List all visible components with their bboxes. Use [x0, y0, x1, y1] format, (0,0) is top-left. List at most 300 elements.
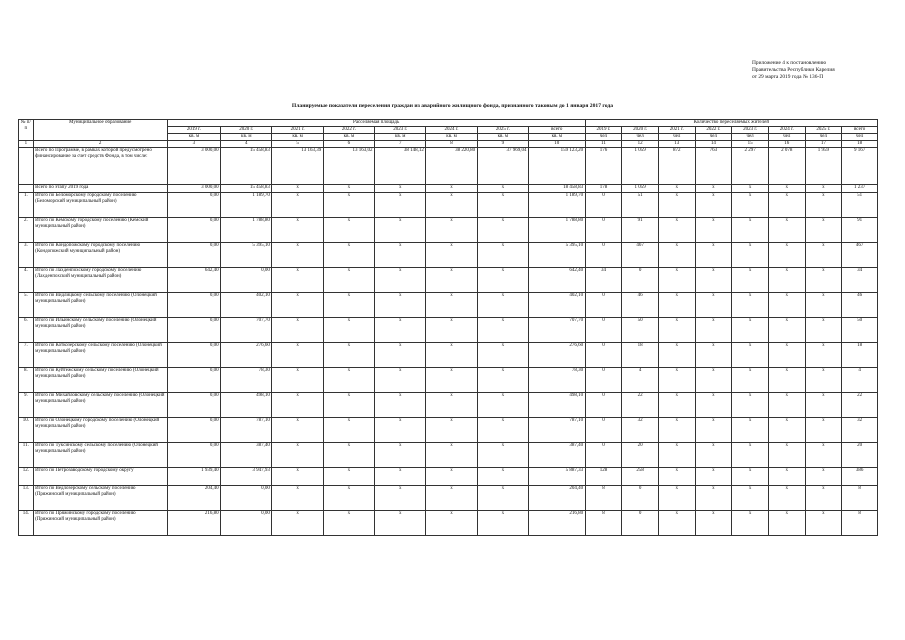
area-value: x [272, 293, 323, 318]
column-number: 11 [585, 141, 622, 148]
people-value: x [658, 418, 695, 443]
area-year-header: 2021 г. [272, 127, 323, 134]
area-value: 642,40 [528, 268, 585, 293]
people-value: 20 [622, 443, 659, 468]
area-unit-header: кв. м [167, 134, 220, 141]
row-number: 10. [19, 418, 34, 443]
area-value: x [375, 511, 426, 536]
document-title: Планируемые показатели переселения граждан из аварийного жилищного фонда, признанного таковым до 1 января 2017 года [291, 103, 614, 109]
column-number: 9 [477, 141, 528, 148]
people-value: 467 [622, 243, 659, 268]
people-value: 51 [622, 193, 659, 218]
area-value: 787,10 [528, 418, 585, 443]
area-value: 5 395,10 [221, 243, 272, 268]
area-value: 18 458,83 [528, 185, 585, 193]
people-value: x [805, 293, 842, 318]
header-area-group: Расселяемая площадь [167, 120, 585, 127]
area-value: x [323, 243, 374, 268]
area-value: x [426, 418, 477, 443]
table-row [19, 418, 878, 443]
area-value: x [477, 511, 528, 536]
area-value: 0,00 [167, 218, 220, 243]
area-year-header: 2022 г. [323, 127, 374, 134]
people-value: 4 [622, 368, 659, 393]
people-value: 32 [842, 418, 878, 443]
area-value: 787,10 [221, 418, 272, 443]
area-year-header: 2020 г. [221, 127, 272, 134]
people-value: 386 [842, 468, 878, 486]
area-year-header: 2023 г. [375, 127, 426, 134]
area-value: x [272, 368, 323, 393]
people-value: x [768, 468, 805, 486]
area-value: x [323, 443, 374, 468]
area-value: x [375, 318, 426, 343]
people-value: x [658, 243, 695, 268]
column-number: 1 [19, 141, 34, 148]
area-value: x [323, 293, 374, 318]
people-value: 2 078 [768, 148, 805, 185]
row-number: 6. [19, 318, 34, 343]
area-value: x [323, 511, 374, 536]
column-number: 3 [167, 141, 220, 148]
people-value: x [658, 193, 695, 218]
area-value: 0,00 [167, 368, 220, 393]
people-value: x [658, 185, 695, 193]
area-value: x [272, 418, 323, 443]
people-value: 0 [622, 268, 659, 293]
people-value: x [732, 318, 769, 343]
people-value: 0 [585, 243, 622, 268]
area-value: x [323, 343, 374, 368]
area-value: 1 788,80 [528, 218, 585, 243]
people-value: 0 [585, 218, 622, 243]
table-row [19, 193, 878, 218]
row-number: 4. [19, 268, 34, 293]
area-value: 276,60 [528, 343, 585, 368]
area-value: x [272, 443, 323, 468]
row-number: 11. [19, 443, 34, 468]
area-value: 204,40 [167, 486, 220, 511]
people-value: x [695, 185, 732, 193]
people-value: 0 [585, 193, 622, 218]
people-value: 18 [842, 343, 878, 368]
row-number [19, 185, 34, 193]
area-value: x [477, 368, 528, 393]
area-value: x [426, 511, 477, 536]
area-unit-header: кв. м [426, 134, 477, 141]
area-unit-header: кв. м [323, 134, 374, 141]
area-value: 13 163,39 [272, 148, 323, 185]
area-value: x [323, 393, 374, 418]
area-value: x [426, 293, 477, 318]
people-value: x [768, 218, 805, 243]
row-municipality-name: Итого по Петрозаводскому городскому округу [33, 468, 167, 486]
people-value: x [768, 293, 805, 318]
people-value: x [805, 268, 842, 293]
table-row [19, 343, 878, 368]
area-value: 3 000,00 [167, 185, 220, 193]
people-value: x [732, 193, 769, 218]
column-number: 10 [528, 141, 585, 148]
area-value: 78,30 [528, 368, 585, 393]
row-number: 8. [19, 368, 34, 393]
people-value: 763 [695, 148, 732, 185]
area-value: 498,10 [528, 393, 585, 418]
area-value: x [477, 468, 528, 486]
people-value: x [695, 318, 732, 343]
people-year-header: всего [842, 127, 878, 134]
people-value: 467 [842, 243, 878, 268]
people-value: x [732, 243, 769, 268]
area-value: x [272, 343, 323, 368]
people-value: x [695, 243, 732, 268]
people-value: x [805, 193, 842, 218]
area-value: x [426, 218, 477, 243]
people-value: 34 [842, 268, 878, 293]
people-unit-header: чел [842, 134, 878, 141]
area-value: 216,80 [528, 511, 585, 536]
people-value: x [695, 218, 732, 243]
people-value: x [732, 218, 769, 243]
people-value: 8 [842, 511, 878, 536]
row-number: 14. [19, 511, 34, 536]
people-value: 0 [585, 318, 622, 343]
area-value: x [375, 218, 426, 243]
people-value: x [805, 368, 842, 393]
people-value: 8 [585, 486, 622, 511]
area-value: 402,10 [221, 293, 272, 318]
people-value: 20 [842, 443, 878, 468]
people-value: 22 [622, 393, 659, 418]
people-value: x [768, 511, 805, 536]
area-value: 5 887,33 [528, 468, 585, 486]
area-value: 0,00 [167, 318, 220, 343]
area-value: x [272, 486, 323, 511]
people-value: 0 [585, 343, 622, 368]
area-value: x [272, 468, 323, 486]
area-value: 0,00 [167, 443, 220, 468]
area-value: x [477, 343, 528, 368]
area-value: 1 939,40 [167, 468, 220, 486]
area-value: x [426, 443, 477, 468]
people-value: x [805, 318, 842, 343]
people-unit-header: чел [768, 134, 805, 141]
area-value: x [272, 218, 323, 243]
people-value: 32 [622, 418, 659, 443]
area-value: x [375, 418, 426, 443]
column-number: 18 [842, 141, 878, 148]
people-unit-header: чел [695, 134, 732, 141]
people-value: x [658, 393, 695, 418]
people-unit-header: чел [622, 134, 659, 141]
people-value: x [768, 343, 805, 368]
row-municipality-name: Итого по Куйтежскому сельскому поселению (Олонецкий муниципальный район) [33, 368, 167, 393]
row-number: 3. [19, 243, 34, 268]
people-value: x [805, 185, 842, 193]
people-value: x [732, 486, 769, 511]
area-value: 3 947,93 [221, 468, 272, 486]
area-value: 15 458,83 [221, 185, 272, 193]
people-value: x [695, 193, 732, 218]
area-value: x [477, 185, 528, 193]
people-value: 1 237 [842, 185, 878, 193]
area-value: 0,00 [167, 293, 220, 318]
people-value: x [768, 268, 805, 293]
row-municipality-name: Итого по Кемскому городскому поселению (Кемский муниципальный район) [33, 218, 167, 243]
table-row [19, 318, 878, 343]
area-value: x [426, 468, 477, 486]
area-value: x [323, 368, 374, 393]
people-value: x [805, 243, 842, 268]
area-value: 387,40 [528, 443, 585, 468]
area-value: 387,40 [221, 443, 272, 468]
area-value: 0,00 [167, 243, 220, 268]
table-row [19, 218, 878, 243]
people-value: 50 [622, 318, 659, 343]
area-value: 0,00 [167, 393, 220, 418]
area-value: 78,30 [221, 368, 272, 393]
people-value: x [768, 185, 805, 193]
header-num: № п/п [19, 120, 34, 141]
area-value: x [272, 243, 323, 268]
area-value: x [426, 268, 477, 293]
area-value: x [426, 343, 477, 368]
row-municipality-name: Итого по Тукcинскому сельскому поселению (Олонецкий муниципальный район) [33, 443, 167, 468]
column-number: 15 [732, 141, 769, 148]
column-number: 12 [622, 141, 659, 148]
area-value: x [477, 318, 528, 343]
people-value: x [695, 486, 732, 511]
area-value: x [272, 193, 323, 218]
area-value: x [477, 193, 528, 218]
people-year-header: 2024 г. [768, 127, 805, 134]
area-value: 38 220,80 [426, 148, 477, 185]
area-value: 0,00 [221, 268, 272, 293]
people-value: 50 [842, 318, 878, 343]
people-value: x [695, 268, 732, 293]
header-people-group: Количество переселяемых жителей [585, 120, 877, 127]
people-value: x [658, 293, 695, 318]
row-municipality-name: Итого по Олонецкому городскому поселению (Олонецкий муниципальный район) [33, 418, 167, 443]
people-value: x [658, 343, 695, 368]
people-value: x [768, 418, 805, 443]
area-value: x [477, 393, 528, 418]
area-year-header: 2025 г. [477, 127, 528, 134]
area-value: 13 163,02 [323, 148, 374, 185]
area-value: x [426, 318, 477, 343]
people-value: 8 [585, 511, 622, 536]
people-unit-header: чел [585, 134, 622, 141]
row-number: 1. [19, 193, 34, 218]
people-value: x [805, 343, 842, 368]
area-value: x [426, 368, 477, 393]
area-value: 642,40 [167, 268, 220, 293]
people-value: 51 [842, 193, 878, 218]
people-value: x [732, 418, 769, 443]
area-value: x [426, 486, 477, 511]
row-municipality-name: Итого по Пряжинскому городскому поселению (Пряжинский муниципальный район) [33, 511, 167, 536]
row-municipality-name: Итого по Михайловскому сельскому поселению (Олонецкий муниципальный район) [33, 393, 167, 418]
people-value: x [805, 486, 842, 511]
area-value: x [272, 318, 323, 343]
area-value: 707,70 [221, 318, 272, 343]
people-year-header: 2025 г. [805, 127, 842, 134]
column-number: 4 [221, 141, 272, 148]
area-value: x [375, 185, 426, 193]
area-value: x [375, 443, 426, 468]
people-value: x [732, 293, 769, 318]
people-value: 91 [842, 218, 878, 243]
area-value: x [477, 243, 528, 268]
area-year-header: всего [528, 127, 585, 134]
area-value: x [375, 193, 426, 218]
people-value: x [732, 368, 769, 393]
people-value: 46 [842, 293, 878, 318]
row-municipality-name: Всего по этапу 2019 года [33, 185, 167, 193]
area-value: x [272, 268, 323, 293]
row-municipality-name: Итого по Кондопожскому городскому поселению (Кондопожский муниципальный район) [33, 243, 167, 268]
people-value: 128 [585, 468, 622, 486]
row-municipality-name: Итого по Беломорскому городскому поселению (Беломорский муниципальный район) [33, 193, 167, 218]
people-value: x [768, 368, 805, 393]
people-value: 0 [622, 511, 659, 536]
area-value: x [477, 268, 528, 293]
people-value: 178 [585, 185, 622, 193]
area-value: 0,00 [221, 486, 272, 511]
people-year-header: 2022 г. [695, 127, 732, 134]
row-municipality-name: Итого по Ведлозерскому сельскому поселению (Пряжинский муниципальный район) [33, 486, 167, 511]
people-value: 18 [622, 343, 659, 368]
row-number: 2. [19, 218, 34, 243]
appendix-note [752, 60, 892, 81]
people-value: x [805, 393, 842, 418]
people-value: 258 [622, 468, 659, 486]
people-value: 0 [622, 486, 659, 511]
people-value: x [658, 218, 695, 243]
people-value: x [805, 418, 842, 443]
appendix-line-1: Приложение 4 к постановлению [752, 60, 827, 66]
row-number [19, 148, 34, 185]
area-value: x [323, 468, 374, 486]
area-value: x [375, 393, 426, 418]
people-unit-header: чел [805, 134, 842, 141]
area-value: x [323, 268, 374, 293]
area-value: x [323, 218, 374, 243]
relocation-table [18, 119, 878, 536]
area-value: x [272, 393, 323, 418]
people-value: x [658, 511, 695, 536]
people-value: x [658, 368, 695, 393]
area-value: x [375, 343, 426, 368]
people-value: 2 297 [732, 148, 769, 185]
area-value: 0,00 [167, 193, 220, 218]
table-row [19, 511, 878, 536]
area-value: x [375, 468, 426, 486]
column-number: 8 [426, 141, 477, 148]
table-row [19, 468, 878, 486]
table-row [19, 368, 878, 393]
appendix-line-3: от 29 марта 2019 года № 136-П [752, 74, 824, 80]
people-value: 0 [585, 393, 622, 418]
area-value: 0,00 [167, 343, 220, 368]
people-value: x [695, 343, 732, 368]
appendix-line-2: Правительства Республики Карелия [752, 67, 835, 73]
people-value: x [658, 318, 695, 343]
people-value: x [658, 486, 695, 511]
people-value: 0 [585, 418, 622, 443]
area-value: x [272, 185, 323, 193]
row-municipality-name: Всего по Программе, в рамках которой предусмотрено финансирование за счет средств Фонда, в том числе: [33, 148, 167, 185]
column-number: 13 [658, 141, 695, 148]
area-unit-header: кв. м [477, 134, 528, 141]
people-value: 34 [585, 268, 622, 293]
people-value: x [732, 511, 769, 536]
column-number: 16 [768, 141, 805, 148]
area-value: 38 148,12 [375, 148, 426, 185]
area-value: x [477, 486, 528, 511]
area-value: x [323, 185, 374, 193]
header-municipality: Муниципальное образование [33, 120, 167, 141]
people-unit-header: чел [658, 134, 695, 141]
people-value: x [768, 193, 805, 218]
people-value: 1 959 [805, 148, 842, 185]
area-unit-header: кв. м [221, 134, 272, 141]
area-value: x [323, 418, 374, 443]
people-value: x [732, 443, 769, 468]
people-year-header: 2020 г. [622, 127, 659, 134]
people-value: 176 [585, 148, 622, 185]
people-value: x [695, 418, 732, 443]
area-value: x [272, 511, 323, 536]
people-value: x [805, 218, 842, 243]
area-value: x [426, 243, 477, 268]
people-year-header: 2019 г. [585, 127, 622, 134]
people-value: 46 [622, 293, 659, 318]
people-value: x [695, 368, 732, 393]
table-row [19, 268, 878, 293]
area-value: x [323, 318, 374, 343]
table-row [19, 486, 878, 511]
area-value: x [375, 486, 426, 511]
people-value: 0 [585, 368, 622, 393]
people-unit-header: чел [732, 134, 769, 141]
table-row [19, 393, 878, 418]
area-value: x [375, 293, 426, 318]
people-value: 0 [585, 443, 622, 468]
area-value: 0,00 [167, 418, 220, 443]
area-value: 216,80 [167, 511, 220, 536]
people-value: x [695, 468, 732, 486]
people-value: x [658, 468, 695, 486]
area-value: x [477, 443, 528, 468]
people-value: x [695, 443, 732, 468]
area-value: x [426, 185, 477, 193]
people-value: x [695, 393, 732, 418]
people-value: x [805, 443, 842, 468]
people-value: 1 059 [622, 148, 659, 185]
column-number: 14 [695, 141, 732, 148]
area-value: x [477, 218, 528, 243]
row-municipality-name: Итого по Лахденпохскому городскому поселению (Лахденпохский муниципальный район) [33, 268, 167, 293]
people-value: x [805, 511, 842, 536]
area-value: x [477, 418, 528, 443]
table-body [19, 148, 878, 536]
people-value: 9 167 [842, 148, 878, 185]
area-value: 498,10 [221, 393, 272, 418]
people-value: x [695, 293, 732, 318]
area-value: 37 969,04 [477, 148, 528, 185]
table-row [19, 443, 878, 468]
